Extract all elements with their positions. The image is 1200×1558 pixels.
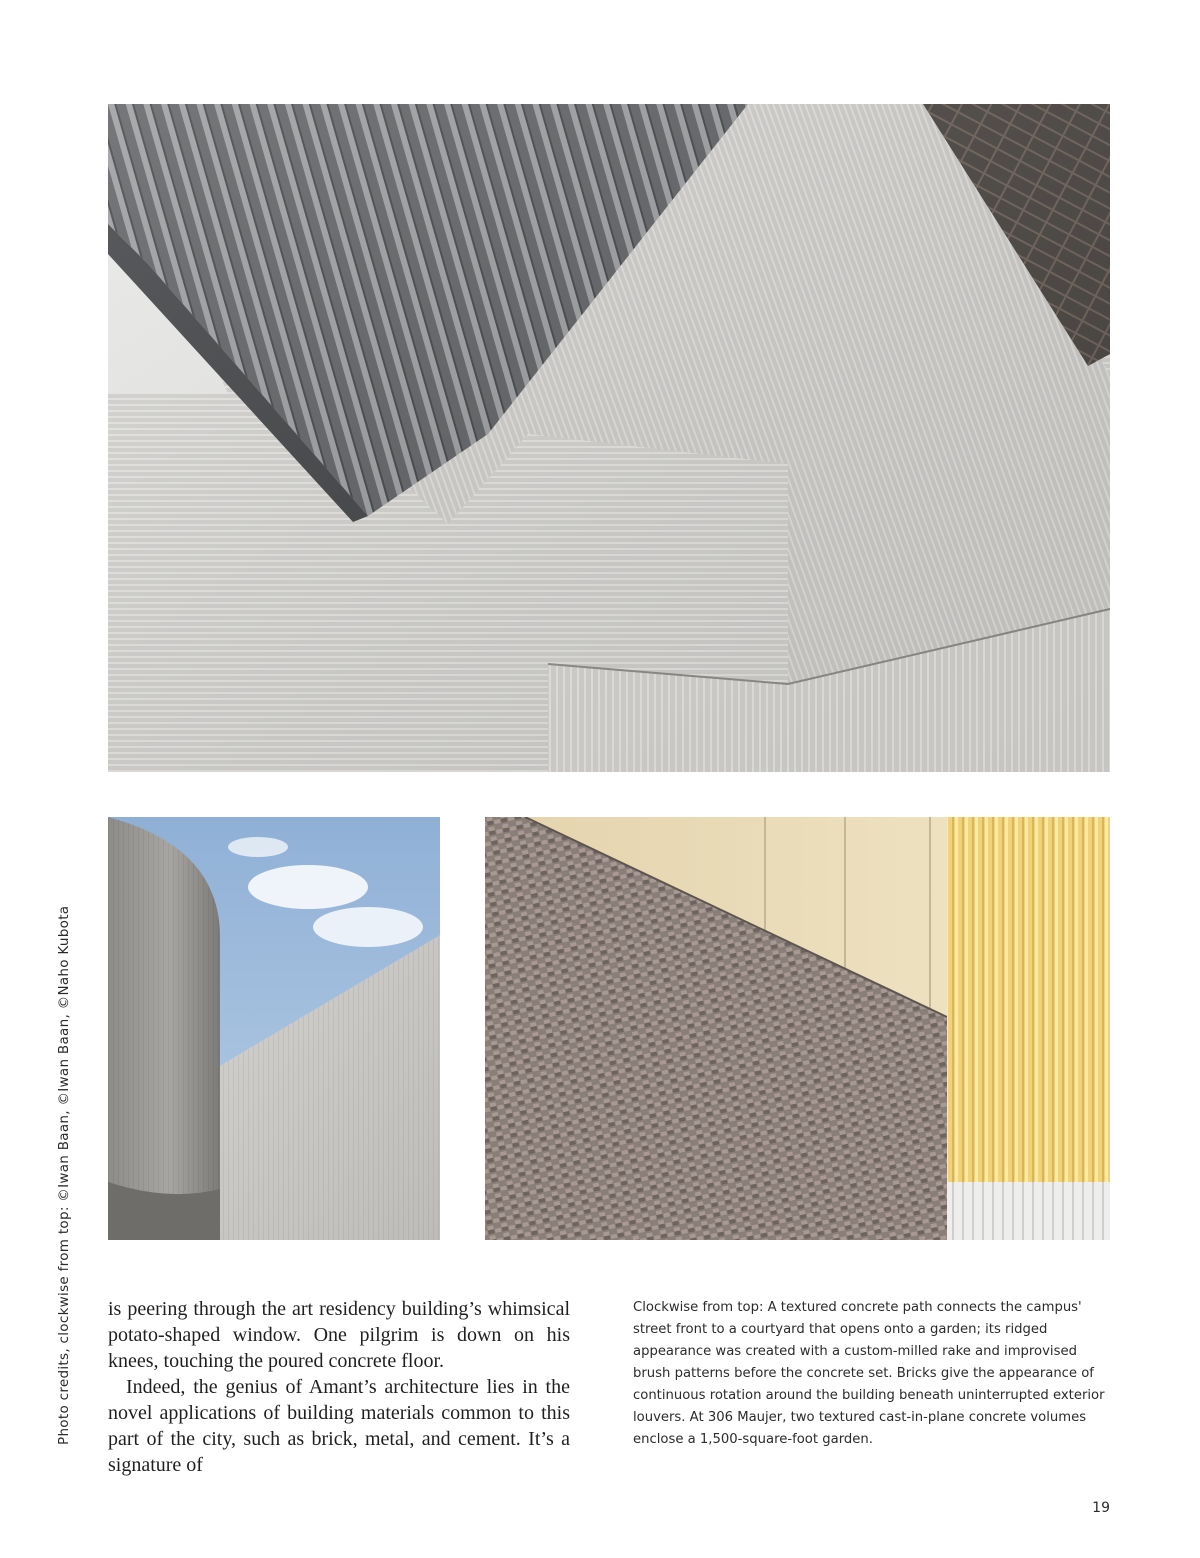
photo-concrete-path (108, 104, 1110, 772)
photo-credit: Photo credits, clockwise from top: ©Iwan Baan, ©Iwan Baan, ©Naho Kubota (56, 905, 72, 1445)
body-paragraph: Indeed, the genius of Amant’s architecture lies in the novel applications of building materials common to this part of the city, such as brick, metal, and cement. It’s a signature of (108, 1376, 570, 1476)
photo-concrete-volumes (108, 817, 440, 1240)
body-paragraph: is peering through the art residency building’s whimsical potato-shaped window. One pilgrim is down on his knees, touching the poured concrete floor. (108, 1298, 570, 1372)
photo-caption: Clockwise from top: A textured concrete path connects the campus' street front to a courtyard that opens onto a garden; its ridged appearance was created with a custom-milled rake and improvised brush patterns before the concrete set. Bricks give the appearance of continuous rotation around the building beneath uninterrupted exterior louvers. At 306 Maujer, two textured cast-in-plane concrete volumes enclose a 1,500-square-foot garden. (633, 1300, 1105, 1447)
article-body (108, 1296, 570, 1478)
page-number: 19 (1092, 1500, 1110, 1516)
photo-brick-facade (485, 817, 1110, 1240)
